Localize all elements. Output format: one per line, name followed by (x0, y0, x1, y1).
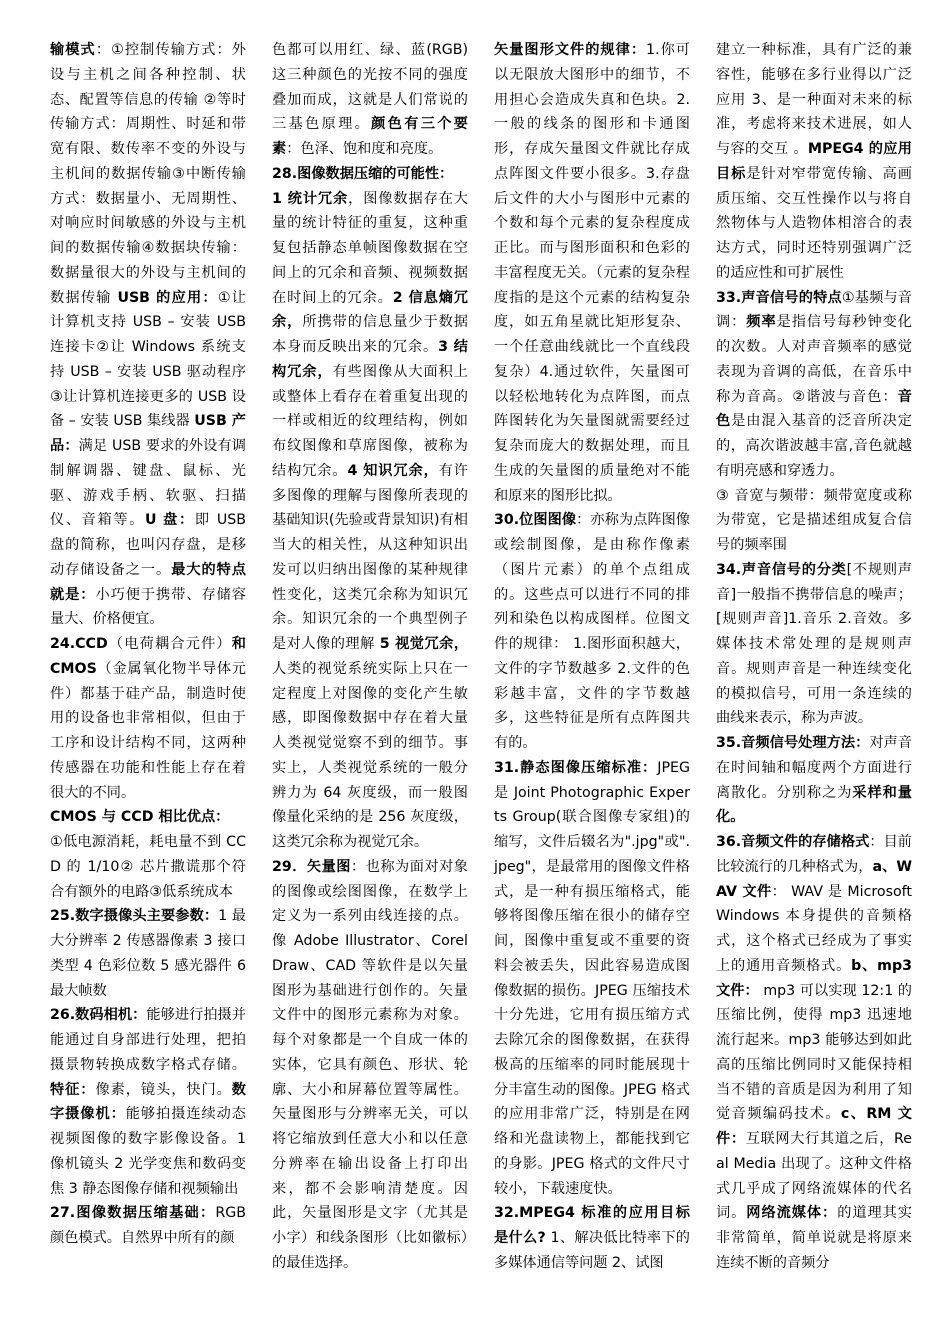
body-text: 小巧便于携带、存储容量大、价格便宜。 (50, 586, 246, 628)
body-text: mp3 可以实现 12:1 的压缩比例，使得 mp3 迅速地流行起来。mp3 能够达到如此高的压缩比例同时又能保持相当不错的音质是因为利用了知觉音频编码技术。 (716, 982, 912, 1123)
bold-term: 最大的特点就是： (50, 561, 246, 603)
body-text: 能够进行拍摄并能通过自身部进行处理，把拍摄景物转换成数字格式存储。 (50, 1007, 246, 1073)
text-column-2 (272, 38, 468, 1276)
bold-term: 音色 (716, 388, 912, 430)
body-text: ：色泽、饱和度和亮度。 (286, 141, 443, 157)
body-text: 即 USB 盘的简称，也叫闪存盘，是移动存储设备之一。 (50, 512, 246, 578)
body-text: 是由混入基音的泛音所决定的，高次谐波越丰富,音色就越有明亮感和穿透力。 (716, 413, 912, 479)
bold-term: 36.音频文件的存储格式 (716, 834, 870, 850)
bold-term: 29．矢量图 (272, 858, 351, 875)
bold-term: 34.声音信号的分类 (716, 561, 847, 578)
bold-term: 35.音频信号处理方法： (716, 735, 870, 751)
bold-term: 25.数字摄像头主要参数： (50, 908, 219, 925)
bold-term: a、WAV 文件 (716, 858, 912, 900)
bold-term: 32.MPEG4 标准的应用目标是什么? (494, 1205, 690, 1246)
text-column-4 (716, 38, 912, 1276)
bold-term: 27.图像数据压缩基础： (50, 1205, 216, 1222)
body-text: ③ 音宽与频带：频带宽度或称为带宽，它是描述组成复合信号的频率围 (716, 487, 912, 553)
body-text: 色都可以用红、绿、蓝(RGB)这三种颜色的光按不同的强度叠加而成，这就是人们常说的三基色原理。 (272, 42, 468, 133)
bold-term: 4 知识冗余， (347, 462, 439, 479)
body-text: ： WAV 是 Microsoft Windows 本身提供的音频格式，这个格式已经成为了事实上的通用音频格式。 (716, 883, 912, 974)
bold-term: 采样和量化。 (716, 784, 912, 826)
text-column-3 (494, 38, 690, 1276)
bold-term: 和 CMOS (50, 636, 246, 677)
bold-term: 颜色有三个要素 (272, 116, 468, 157)
body-text: 的道理其实非常简单，简单说就是将原来连续不断的音频分 (716, 1205, 912, 1271)
body-text: 能够拍摄连续动态视频图像的数字影像设备。1 像机镜头 2 光学变焦和数码变焦 3 静态图像存储和视频输出 (50, 1106, 246, 1197)
body-text: 是针对窄带宽传输、高画质压缩、交互性操作以与将自然物体与人造物体相溶合的表达方式，同时还特别强调广泛的适应性和可扩展性 (716, 165, 912, 281)
body-text: 对声音在时间轴和幅度两个方面进行离散化。分别称之为 (716, 735, 912, 801)
body-text: 有许多图像的理解与图像所表现的基础知识(先验或背景知识)有相当大的相关性，从这种知识出发可以归纳出图像的某种规律性变化，这类冗余称为知识冗余。知识冗余的一个典型例子是对人像的理解 (272, 462, 468, 652)
body-text: ①让计算机支持 USB – 安装 USB 连接卡②让 Windows 系统支持 USB – 安装 USB 驱动程序③让计算机连接更多的 USB 设备 – 安装 USB 集线器 (50, 289, 246, 430)
bold-term: 31.静态图像压缩标准： (494, 759, 658, 776)
bold-term: 数字摄像机： (50, 1081, 246, 1123)
bold-term: 特征： (50, 1081, 96, 1098)
bold-term: 28.图像数据压缩的可能性： (272, 165, 454, 182)
body-text: （金属氧化物半导体元件）都基于硅产品，制造时使用的设备也非常相似，但由于工序和设计结构不同，这两种传感器在功能和性能上存在着很大的不同。 (50, 660, 246, 801)
body-text: ，图像数据存在大量的统计特征的重复，这种重复包括静态单帧图像数据在空间上的冗余和音频、视频数据在时间上的冗余。 (272, 190, 468, 306)
bold-term: 5 视觉冗余， (379, 636, 469, 652)
body-text: 所携带的信息量少于数据本身而反映出来的冗余。 (272, 314, 468, 355)
bold-term: 输模式 (50, 42, 96, 58)
body-text: 1 最大分辨率 2 传感器像素 3 接口类型 4 色彩位数 5 感光器件 6 最大帧数 (50, 908, 246, 999)
body-text: 互联网大行其道之后，Real Media 出现了。这种文件格式几乎成了网络流媒体的代名词。 (716, 1131, 912, 1222)
bold-term: 26.数码相机： (50, 1007, 147, 1024)
bold-term: 30.位图图像 (494, 512, 577, 529)
body-text: ①基频与音调： (716, 289, 912, 331)
body-text: 建立一种标准，具有广泛的兼容性，能够在多行业得以广泛应用 3、是一种面对未来的标准，考虑将来技术进展，如人与容的交互 。 (716, 42, 912, 157)
body-text: ①低电源消耗，耗电量不到 CCD 的 1/10② 芯片撒谎那个符合有额外的电路③低系统成本 (50, 834, 246, 900)
body-text: 1、解决低比特率下的多媒体通信等问题 2、试图 (494, 1230, 690, 1271)
bold-term: 3 结构冗余， (272, 339, 468, 380)
bold-term: USB 的应用： (117, 289, 218, 306)
body-text: 人类的视觉系统实际上只在一定程度上对图像的变化产生敏感，即图像数据中存在着大量人类视觉觉察不到的细节。事实上，人类视觉系统的一般分辨力为 64 灰度级，而一般图像量化采纳的是 256 灰度级，这类冗余称为视觉冗余。 (272, 660, 468, 850)
bold-term: 1 统计冗余 (272, 190, 349, 207)
body-text: 满足 USB 要求的外设有调制解调器、键盘、鼠标、光驱、游戏手柄、软驱、扫描仪、音箱等。 (50, 438, 246, 529)
bold-term: 频率 (746, 314, 777, 331)
bold-term: 33.声音信号的特点 (716, 289, 842, 306)
bold-term: 网络流媒体： (746, 1205, 838, 1222)
body-text: [不规则声音]一般指不携带信息的噪声；[规则声音]1.音乐 2.音效。多媒体技术常处理的是规则声音。规则声音是一种连续变化的模拟信号，可用一条连续的曲线来表示，称为声波。 (716, 561, 912, 727)
bold-term: c、RM 文件： (716, 1106, 912, 1147)
body-text: ：①控制传输方式：外设与主机之间各种控制、状态、配置等信息的传输 ②等时传输方式：周期性、时延和带宽有限、数传率不变的外设与主机间的数据传输③中断传输方式：数据量小、无周期性、对响应时间敏感的外设与主机间的数据传输④数据块传输：数据量很大的外设与主机间的数据传输 (50, 42, 246, 306)
bold-term: USB 产品： (50, 413, 246, 454)
body-text: ：亦称为点阵图像或绘制图像，是由称作像素（图片元素）的单个点组成的。这些点可以进行不同的排列和染色以构成图样。位图文件的规律： 1.图形面积越大，文件的字节数越多 2.文件的色彩越丰富，文件的字节数越多，这些特征是所有点阵图共有的。 (494, 512, 690, 751)
bold-term: MPEG4 的应用目标 (716, 141, 912, 182)
body-text: （电荷耦合元件） (107, 636, 232, 652)
body-text: 有些图像从大面积上或整体上看存在着重复出现的一样或相近的纹理结构，例如布纹图像和草席图像，被称为结构冗余。 (272, 363, 468, 479)
body-text: 像素，镜头，快门。 (95, 1081, 232, 1098)
bold-term: b、mp3 文件： (716, 957, 912, 999)
bold-term: 24.CCD (50, 636, 108, 652)
bold-term: 2 信息熵冗余， (272, 289, 468, 331)
body-text: RGB 颜色模式。自然界中所有的颜 (50, 1205, 246, 1246)
text-column-1 (50, 38, 246, 1251)
body-text: 1.你可以无限放大图形中的细节，不用担心会造成失真和色块。2.一般的线条的图形和卡通图形，存成矢量图文件就比存成点阵图文件要小很多。3.存盘后文件的大小与图形中元素的个数和每个元素的复杂程度成正比。而与图形面积和色彩的丰富程度无关。（元素的复杂程度指的是这个元素的结构复杂度，如五角星就比矩形复杂、一个任意曲线就比一个直线段复杂）4.通过软件，矢量图可以轻松地转化为点阵图，而点阵图转化为矢量图就需要经过复杂而庞大的数据处理，而且生成的矢量图的质量绝对不能和原来的图形比拟。 (494, 42, 690, 504)
body-text: JPEG 是 Joint Photographic Experts Group(联合图像专家组)的缩写，文件后辍名为".jpg"或".jpeg"，是最常用的图像文件格式，是一种有损压缩格式，能够将图像压缩在很小的储存空间，图像中重复或不重要的资料会被丢失，因此容易造成图像数据的损伤。JPEG 压缩技术十分先进，它用有损压缩方式去除冗余的图像数据，在获得极高的压缩率的同时能展现十分丰富生动的图像。JPEG 格式的应用非常广泛，特别是在网络和光盘读物上，都能找到它的身影。JPEG 格式的文件尺寸较小，下载速度快。 (494, 759, 690, 1197)
bold-term: 矢量图形文件的规律： (494, 42, 647, 58)
bold-term: CMOS 与 CCD 相比优点： (50, 809, 230, 826)
body-text: 是指信号每秒钟变化的次数。人对声音频率的感觉表现为音调的高低，在音乐中称为音高。②谐波与音色： (716, 314, 912, 405)
body-text: ：也称为面对对象的图像或绘图图像，在数学上定义为一系列由线连接的点。像 Adobe Illustrator、CorelDraw、CAD 等软件是以矢量图形为基础进行创作的。矢量文件中的图形元素称为对象。每个对象都是一个自成一体的实体，它具有颜色、形状、轮廓、大小和屏幕位置等属性。矢量图形与分辨率无关，可以将它缩放到任意大小和以任意分辨率在输出设备上打印出来，都不会影响清楚度。因此，矢量图形是文字（尤其是小字）和线条图形（比如徽标）的最佳选择。 (272, 858, 468, 1271)
body-text: ：目前比较流行的几种格式为， (716, 834, 912, 875)
bold-term: U 盘： (145, 512, 195, 529)
